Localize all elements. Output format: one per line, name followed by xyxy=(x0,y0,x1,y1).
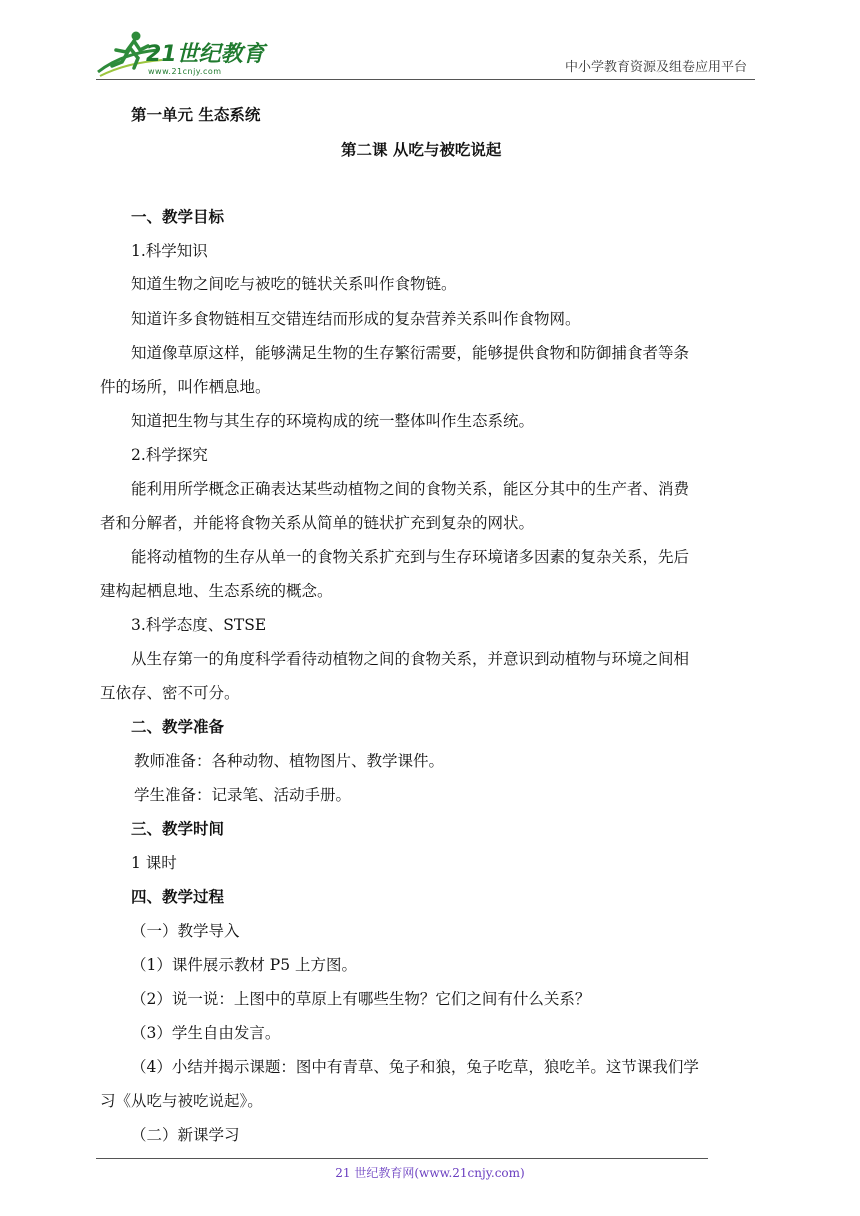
footer-divider xyxy=(96,1158,708,1159)
paragraph-line: 习《从吃与被吃说起》。 xyxy=(100,1092,263,1110)
paragraph-line: 知道把生物与其生存的环境构成的统一整体叫作生态系统。 xyxy=(131,412,535,430)
paragraph-line: （3）学生自由发言。 xyxy=(131,1024,281,1042)
section-heading: 二、教学准备 xyxy=(131,717,225,736)
lesson-title: 第二课 从吃与被吃说起 xyxy=(341,140,502,159)
paragraph-line: 知道许多食物链相互交错连结而形成的复杂营养关系叫作食物网。 xyxy=(131,310,581,328)
header-divider xyxy=(96,79,755,80)
header-tagline: 中小学教育资源及组卷应用平台 xyxy=(565,60,748,75)
paragraph-line: 互依存、密不可分。 xyxy=(100,684,240,702)
paragraph-line: 1 课时 xyxy=(131,854,177,872)
logo-text: 21世纪教育 xyxy=(146,42,265,67)
paragraph-line: 知道像草原这样，能够满足生物的生存繁衍需要，能够提供食物和防御捕食者等条 xyxy=(131,344,690,362)
section-heading: 一、教学目标 xyxy=(131,207,225,226)
paragraph-line: 能将动植物的生存从单一的食物关系扩充到与生存环境诸多因素的复杂关系，先后 xyxy=(131,548,690,566)
unit-title: 第一单元 生态系统 xyxy=(131,105,261,124)
paragraph-line: 知道生物之间吃与被吃的链状关系叫作食物链。 xyxy=(131,275,457,293)
subsection-heading: （一）教学导入 xyxy=(131,922,240,940)
subsection-heading: 1.科学知识 xyxy=(131,242,208,260)
section-heading: 四、教学过程 xyxy=(131,887,225,906)
paragraph-line: 件的场所，叫作栖息地。 xyxy=(100,378,271,396)
paragraph-line: （1）课件展示教材 P5 上方图。 xyxy=(131,956,358,974)
subsection-heading: （二）新课学习 xyxy=(131,1126,240,1144)
paragraph-line: 建构起栖息地、生态系统的概念。 xyxy=(100,582,333,600)
paragraph-line: （2）说一说：上图中的草原上有哪些生物？它们之间有什么关系？ xyxy=(131,990,591,1008)
subsection-heading: 3.科学态度、STSE xyxy=(131,616,267,634)
paragraph-line: 教师准备：各种动物、植物图片、教学课件。 xyxy=(134,752,445,770)
section-heading: 三、教学时间 xyxy=(131,819,225,838)
paragraph-line: 者和分解者，并能将食物关系从简单的链状扩充到复杂的网状。 xyxy=(100,514,535,532)
logo-url: www.21cnjy.com xyxy=(148,67,222,76)
paragraph-line: 能利用所学概念正确表达某些动植物之间的食物关系，能区分其中的生产者、消费 xyxy=(131,480,690,498)
paragraph-line: 从生存第一的角度科学看待动植物之间的食物关系，并意识到动植物与环境之间相 xyxy=(131,650,690,668)
paragraph-line: （4）小结并揭示课题：图中有青草、兔子和狼，兔子吃草，狼吃羊。这节课我们学 xyxy=(131,1058,699,1076)
page-header xyxy=(0,0,860,90)
subsection-heading: 2.科学探究 xyxy=(131,446,208,464)
page-footer: 21 世纪教育网(www.21cnjy.com) xyxy=(335,1166,525,1180)
paragraph-line: 学生准备：记录笔、活动手册。 xyxy=(134,786,352,804)
